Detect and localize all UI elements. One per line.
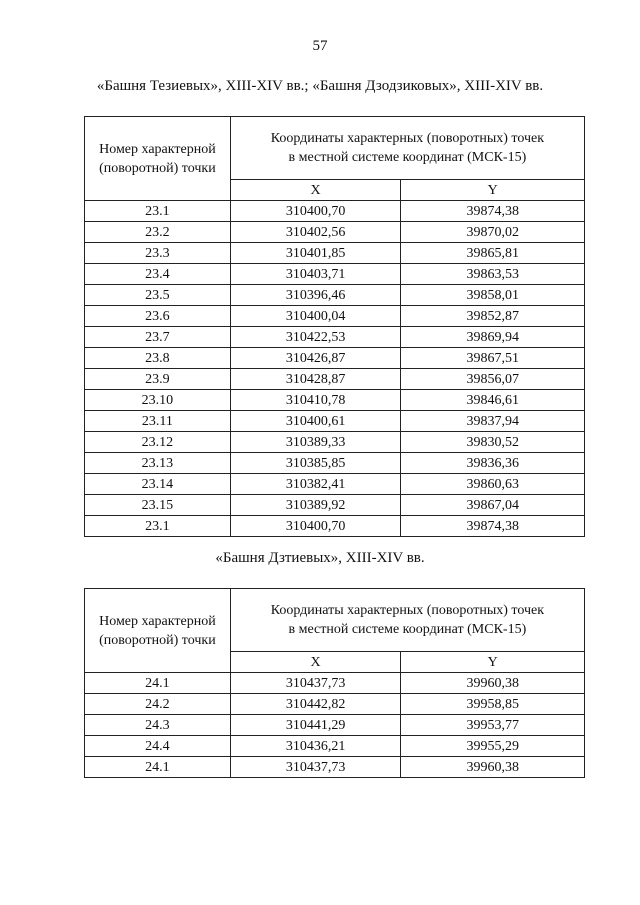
cell-y: 39874,38 (401, 201, 585, 222)
coordinates-table-1 (84, 116, 585, 537)
cell-point: 23.11 (85, 411, 231, 432)
cell-y: 39955,29 (401, 736, 585, 757)
header-y: Y (401, 652, 585, 673)
cell-point: 23.6 (85, 306, 231, 327)
table-row (85, 390, 585, 411)
table-row (85, 495, 585, 516)
cell-point: 23.10 (85, 390, 231, 411)
table-row (85, 285, 585, 306)
cell-y: 39856,07 (401, 369, 585, 390)
table-row (85, 348, 585, 369)
cell-y: 39863,53 (401, 264, 585, 285)
cell-x: 310436,21 (230, 736, 401, 757)
cell-point: 23.14 (85, 474, 231, 495)
table-row (85, 264, 585, 285)
cell-x: 310400,70 (230, 516, 401, 537)
header-coordinates: Координаты характерных (поворотных) точек в местной системе координат (МСК-15) (230, 589, 584, 652)
cell-point: 23.9 (85, 369, 231, 390)
table-row (85, 736, 585, 757)
table-1-body (85, 201, 585, 537)
cell-y: 39836,36 (401, 453, 585, 474)
cell-x: 310403,71 (230, 264, 401, 285)
coordinates-table-2 (84, 588, 585, 778)
page-number: 57 (312, 38, 328, 54)
cell-y: 39867,51 (401, 348, 585, 369)
table-row (85, 453, 585, 474)
cell-point: 23.13 (85, 453, 231, 474)
cell-x: 310402,56 (230, 222, 401, 243)
cell-point: 24.3 (85, 715, 231, 736)
table-row (85, 222, 585, 243)
cell-x: 310389,33 (230, 432, 401, 453)
table-row (85, 432, 585, 453)
table-row (85, 201, 585, 222)
header-point-number: Номер характерной (поворотной) точки (85, 117, 231, 201)
cell-y: 39958,85 (401, 694, 585, 715)
cell-y: 39858,01 (401, 285, 585, 306)
cell-y: 39830,52 (401, 432, 585, 453)
table-row (85, 715, 585, 736)
cell-x: 310400,61 (230, 411, 401, 432)
table-row (85, 243, 585, 264)
header-x: X (230, 180, 401, 201)
table-row (85, 474, 585, 495)
cell-y: 39846,61 (401, 390, 585, 411)
cell-x: 310401,85 (230, 243, 401, 264)
cell-y: 39867,04 (401, 495, 585, 516)
cell-y: 39870,02 (401, 222, 585, 243)
cell-x: 310437,73 (230, 673, 401, 694)
table-2-body (85, 673, 585, 778)
cell-x: 310442,82 (230, 694, 401, 715)
cell-y: 39953,77 (401, 715, 585, 736)
cell-x: 310400,04 (230, 306, 401, 327)
header-point-number: Номер характерной (поворотной) точки (85, 589, 231, 673)
cell-point: 23.1 (85, 201, 231, 222)
cell-point: 23.4 (85, 264, 231, 285)
cell-point: 24.2 (85, 694, 231, 715)
table-row (85, 369, 585, 390)
cell-y: 39869,94 (401, 327, 585, 348)
cell-point: 23.2 (85, 222, 231, 243)
cell-x: 310385,85 (230, 453, 401, 474)
table-row (85, 757, 585, 778)
cell-point: 23.12 (85, 432, 231, 453)
cell-y: 39865,81 (401, 243, 585, 264)
cell-y: 39874,38 (401, 516, 585, 537)
cell-x: 310437,73 (230, 757, 401, 778)
table-row (85, 411, 585, 432)
cell-x: 310422,53 (230, 327, 401, 348)
cell-x: 310400,70 (230, 201, 401, 222)
cell-point: 23.5 (85, 285, 231, 306)
table-row (85, 516, 585, 537)
cell-point: 24.1 (85, 757, 231, 778)
cell-point: 24.4 (85, 736, 231, 757)
cell-y: 39852,87 (401, 306, 585, 327)
table-row (85, 694, 585, 715)
cell-x: 310410,78 (230, 390, 401, 411)
header-y: Y (401, 180, 585, 201)
cell-y: 39837,94 (401, 411, 585, 432)
section-1-heading: «Башня Тезиевых», XIII-XIV вв.; «Башня Дзодзиковых», XIII-XIV вв. (96, 78, 544, 94)
cell-x: 310396,46 (230, 285, 401, 306)
cell-point: 23.15 (85, 495, 231, 516)
cell-x: 310382,41 (230, 474, 401, 495)
cell-point: 24.1 (85, 673, 231, 694)
cell-y: 39860,63 (401, 474, 585, 495)
cell-x: 310426,87 (230, 348, 401, 369)
cell-x: 310441,29 (230, 715, 401, 736)
table-row (85, 327, 585, 348)
cell-point: 23.1 (85, 516, 231, 537)
cell-point: 23.3 (85, 243, 231, 264)
header-coordinates: Координаты характерных (поворотных) точек в местной системе координат (МСК-15) (230, 117, 584, 180)
table-row (85, 673, 585, 694)
cell-x: 310428,87 (230, 369, 401, 390)
table-row (85, 306, 585, 327)
header-x: X (230, 652, 401, 673)
cell-point: 23.7 (85, 327, 231, 348)
section-2-heading: «Башня Дзтиевых», XIII-XIV вв. (215, 550, 425, 566)
cell-point: 23.8 (85, 348, 231, 369)
cell-x: 310389,92 (230, 495, 401, 516)
cell-y: 39960,38 (401, 757, 585, 778)
cell-y: 39960,38 (401, 673, 585, 694)
